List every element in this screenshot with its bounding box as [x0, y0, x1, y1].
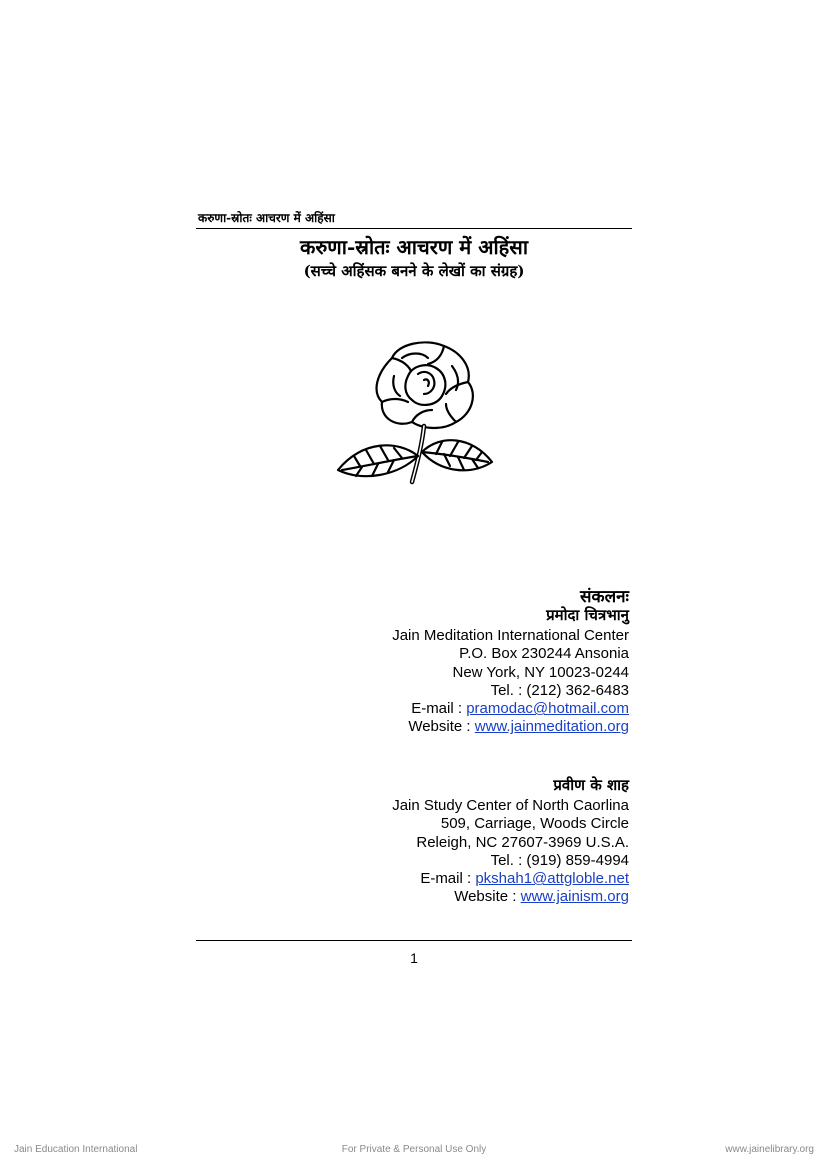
- contact-website-line: [392, 888, 629, 906]
- contact-address-line: P.O. Box 230244 Ansonia: [459, 645, 629, 663]
- rose-icon: [332, 336, 496, 492]
- email-label: E-mail :: [420, 870, 476, 888]
- contact-name: प्रमोदा चित्रभानु: [546, 606, 629, 624]
- footer-right-text: www.jainelibrary.org: [725, 1144, 814, 1155]
- website-link[interactable]: www.jainmeditation.org: [474, 718, 629, 736]
- email-label: E-mail :: [411, 700, 467, 718]
- footer-center-text: For Private & Personal Use Only: [341, 1144, 487, 1155]
- website-label: Website :: [408, 718, 475, 736]
- footer-left-text: Jain Education International: [14, 1144, 138, 1155]
- contact-address-line: Releigh, NC 27607-3969 U.S.A.: [416, 833, 629, 851]
- page-title: करुणा-स्रोतः आचरण में अहिंसा: [299, 235, 528, 259]
- website-label: Website :: [454, 888, 521, 906]
- contact-website-line: [392, 718, 629, 736]
- header-rule: [196, 228, 632, 229]
- contact-telephone: Tel. : (919) 859-4994: [490, 851, 629, 869]
- footer-rule: [196, 940, 632, 941]
- contact-organization: Jain Meditation International Center: [392, 627, 629, 644]
- page-subtitle: (सच्चे अहिंसक बनने के लेखों का संग्रह): [303, 262, 525, 280]
- contact-email-line: [392, 700, 629, 718]
- contact-organization: Jain Study Center of North Caorlina: [392, 797, 629, 814]
- compiler-label: संकलनः: [580, 587, 629, 607]
- contact-email-line: [392, 870, 629, 888]
- contact-telephone: Tel. : (212) 362-6483: [490, 681, 629, 699]
- email-link[interactable]: pkshah1@attgloble.net: [475, 870, 629, 888]
- email-link[interactable]: pramodac@hotmail.com: [466, 700, 629, 718]
- running-header: करुणा-स्रोतः आचरण में अहिंसा: [198, 211, 335, 225]
- contact-block: [392, 775, 629, 907]
- page-number: 1: [410, 950, 418, 966]
- website-link[interactable]: www.jainism.org: [520, 888, 629, 906]
- contact-name: प्रवीण के शाह: [553, 776, 629, 794]
- contact-address-line: 509, Carriage, Woods Circle: [440, 815, 629, 833]
- contact-block: [392, 605, 629, 737]
- contact-address-line: New York, NY 10023-0244: [452, 663, 629, 681]
